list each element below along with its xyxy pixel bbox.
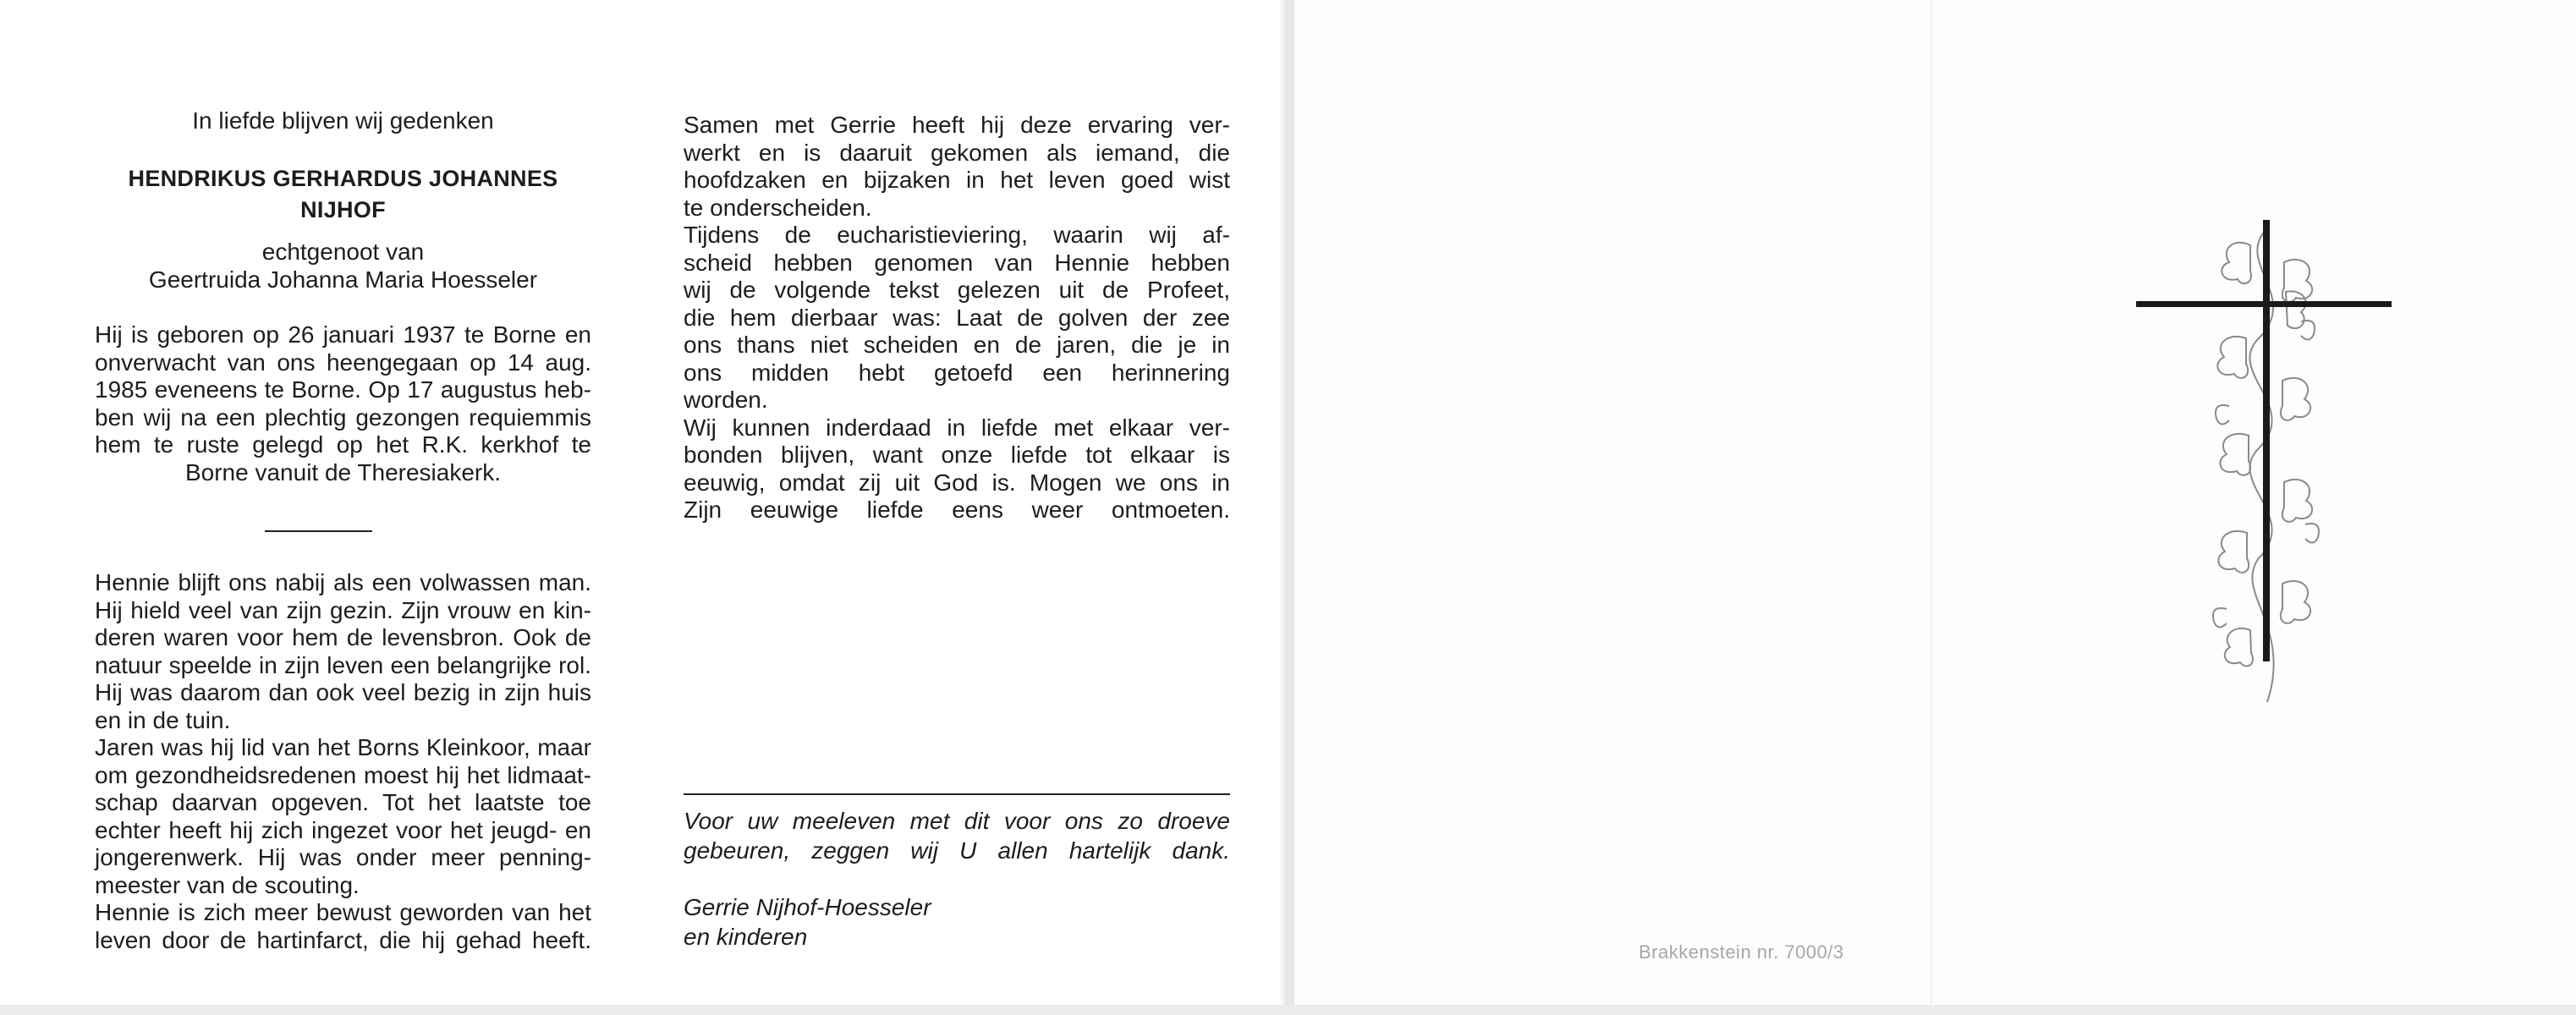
signature-line-2: en kinderen	[684, 924, 808, 950]
thanks-message	[684, 806, 1230, 865]
birth-line: Hij is geboren op 26 januari 1937 te Borne en	[95, 321, 591, 348]
tribute-line: eeuwig, omdat zij uit God is. Mogen we ons in	[684, 469, 1230, 496]
heading-text: In liefde blijven wij gedenken	[192, 107, 494, 134]
life-line: deren waren voor hem de levensbron. Ook de	[95, 624, 591, 650]
printer-mark: Brakkenstein nr. 7000/3	[1639, 941, 1844, 963]
name-line-1: HENDRIKUS GERHARDUS JOHANNES	[128, 166, 558, 191]
birth-line: hem te ruste gelegd op het R.K. kerkhof te	[95, 431, 591, 458]
life-line: echter heeft hij zich ingezet voor het jeugd- en	[95, 816, 591, 843]
life-line: om gezondheidsredenen moest hij het lidmaat-	[95, 761, 591, 788]
relation-line-2: Geertruida Johanna Maria Hoesseler	[148, 266, 538, 293]
tribute-line: ons thans niet scheiden en de jaren, die je in	[684, 332, 1230, 358]
tribute-line: bonden blijven, want onze liefde tot elkaar is	[684, 442, 1230, 468]
life-line: leven door de hartinfarct, die hij gehad heeft.	[95, 926, 591, 953]
life-line: Hennie blijft ons nabij als een volwassen man.	[95, 569, 591, 595]
tribute-line: scheid hebben genomen van Hennie hebben	[684, 249, 1230, 276]
tribute-line: te onderscheiden.	[684, 194, 872, 221]
thanks-line-2: gebeuren, zeggen wij U allen hartelijk dank.	[684, 837, 1230, 864]
tribute-line: worden.	[684, 387, 768, 413]
thanks-line-1: Voor uw meeleven met dit voor ons zo droeve	[684, 808, 1230, 834]
tribute-line: werkt en is daaruit gekomen als iemand, die	[684, 139, 1230, 166]
birth-line: 1985 eveneens te Borne. Op 17 augustus heb-	[95, 376, 591, 403]
tribute-line: die hem dierbaar was: Laat de golven der zee	[684, 304, 1230, 331]
memorial-heading	[95, 107, 591, 135]
card-gap	[1288, 0, 1294, 1015]
birth-death-paragraph	[95, 321, 591, 486]
life-line: jongerenwerk. Hij was onder meer penning-	[95, 844, 591, 870]
tribute-line: Tijdens de eucharistieviering, waarin wij af-	[684, 222, 1230, 248]
spouse-relation	[95, 239, 591, 294]
tribute-line: Zijn eeuwige liefde eens weer ontmoeten.	[684, 497, 1230, 523]
cross-with-vine-icon	[2132, 211, 2403, 719]
life-paragraph	[95, 569, 591, 954]
right-fold-line	[1931, 0, 1932, 1015]
tribute-line: wij de volgende tekst gelezen uit de Profeet,	[684, 277, 1230, 303]
tribute-line: Samen met Gerrie heeft hij deze ervaring ver-	[684, 112, 1230, 138]
life-line: Jaren was hij lid van het Borns Kleinkoor, maar	[95, 734, 591, 760]
tribute-line: ons midden hebt getoefd een herinnering	[684, 359, 1230, 386]
deceased-name	[95, 163, 591, 226]
life-line: Hij was daarom dan ook veel bezig in zijn huis	[95, 679, 591, 705]
signature-line-1: Gerrie Nijhof-Hoesseler	[684, 894, 931, 920]
signature	[684, 892, 1230, 952]
section-divider	[265, 530, 372, 532]
bottom-edge	[0, 1005, 2576, 1015]
birth-line: Borne vanuit de Theresiakerk.	[184, 458, 502, 486]
life-line: natuur speelde in zijn leven een belangrijke rol.	[95, 651, 591, 678]
life-line: schap daarvan opgeven. Tot het laatste toe	[95, 789, 591, 815]
birth-line: ben wij na een plechtig gezongen requiemmis	[95, 403, 591, 431]
birth-line: onverwacht van ons heengegaan op 14 aug.	[95, 348, 591, 376]
thanks-divider	[684, 793, 1230, 795]
name-line-2: NIJHOF	[300, 197, 386, 222]
relation-line-1: echtgenoot van	[261, 239, 425, 265]
life-line: Hij hield veel van zijn gezin. Zijn vrouw en kin-	[95, 596, 591, 623]
tribute-line: Wij kunnen inderdaad in liefde met elkaar ver-	[684, 414, 1230, 441]
life-line: meester van de scouting.	[95, 871, 360, 898]
life-line: en in de tuin.	[95, 706, 231, 733]
tribute-text	[684, 112, 1230, 524]
tribute-line: hoofdzaken en bijzaken in het leven goed wist	[684, 167, 1230, 193]
life-line: Hennie is zich meer bewust geworden van het	[95, 899, 591, 925]
